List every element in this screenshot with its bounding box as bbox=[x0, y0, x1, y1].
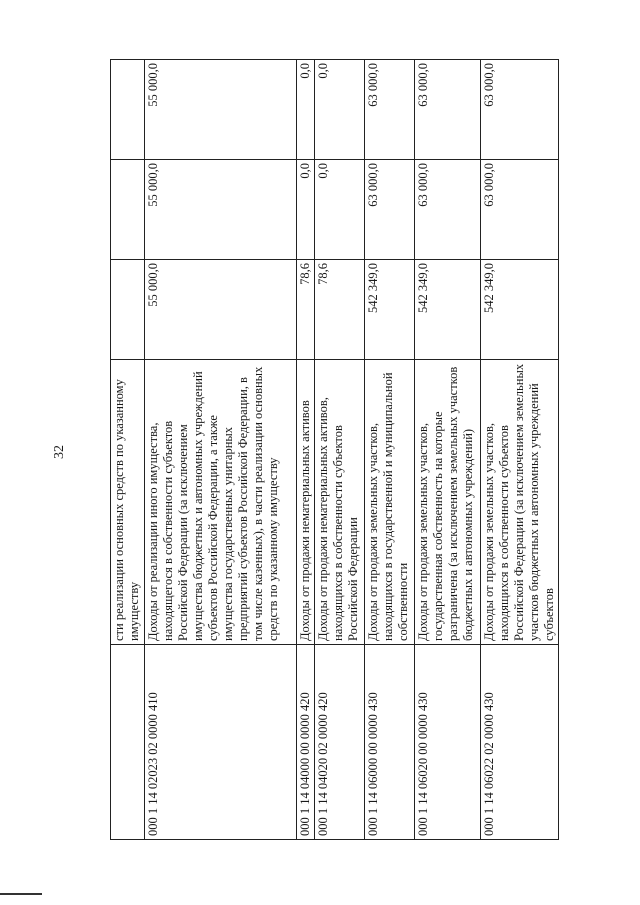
name-cell: Доходы от продажи нематериальных активов bbox=[297, 360, 315, 645]
table-row bbox=[365, 60, 415, 840]
name-cell: Доходы от продажи земельных участков, находящихся в государственной и муниципальной собственности bbox=[365, 360, 415, 645]
table-row bbox=[315, 60, 365, 840]
page-edge-mark bbox=[0, 893, 42, 895]
value-cell-2: 63 000,0 bbox=[365, 160, 415, 260]
value-cell-1: 78,6 bbox=[297, 260, 315, 360]
code-cell: 000 1 14 06020 00 0000 430 bbox=[415, 645, 481, 840]
page-number-text: 32 bbox=[52, 445, 67, 459]
value-cell-3: 63 000,0 bbox=[415, 60, 481, 160]
table-frame bbox=[110, 60, 640, 836]
value-cell-3: 63 000,0 bbox=[481, 60, 559, 160]
code-cell: 000 1 14 02023 02 0000 410 bbox=[145, 645, 297, 840]
value-cell-3: 63 000,0 bbox=[365, 60, 415, 160]
table-row bbox=[481, 60, 559, 840]
value-cell-1: 542 349,0 bbox=[365, 260, 415, 360]
table-rotator bbox=[110, 60, 556, 840]
value-cell-3: 55 000,0 bbox=[145, 60, 297, 160]
value-cell-2: 63 000,0 bbox=[415, 160, 481, 260]
name-cell: Доходы от продажи земельных участков, государственная собственность на которые разграничена (за исключением земельных участков бюджетных и автономных учреждений) bbox=[415, 360, 481, 645]
name-cell: Доходы от продажи нематериальных активов, находящихся в собственности субъектов Российской Федерации bbox=[315, 360, 365, 645]
code-cell: 000 1 14 06022 02 0000 430 bbox=[481, 645, 559, 840]
value-cell-1: 78,6 bbox=[315, 260, 365, 360]
value-cell-3: 0,0 bbox=[297, 60, 315, 160]
code-cell: 000 1 14 04020 02 0000 420 bbox=[315, 645, 365, 840]
code-cell: 000 1 14 06000 00 0000 430 bbox=[365, 645, 415, 840]
value-cell-2: 0,0 bbox=[297, 160, 315, 260]
value-cell-1: 55 000,0 bbox=[145, 260, 297, 360]
name-cell: Доходы от реализации иного имущества, находящегося в собственности субъектов Российской Федерации (за исключением имущества бюджетных и автономных учреждений субъектов Российской Федерации, а также имущества государственных унитарных предприятий субъектов Российской Федерации, в том числе казенных), в части реализации основных средств по указанному имуществу bbox=[145, 360, 297, 645]
value-cell-1 bbox=[111, 260, 145, 360]
value-cell-3 bbox=[111, 60, 145, 160]
table-row bbox=[111, 60, 145, 840]
table-row bbox=[145, 60, 297, 840]
revenue-table bbox=[110, 59, 559, 840]
name-cell: Доходы от продажи земельных участков, находящихся в собственности субъектов Российской Федерации (за исключением земельных участков бюджетных и автономных учреждений субъектов bbox=[481, 360, 559, 645]
value-cell-2: 0,0 bbox=[315, 160, 365, 260]
table-row bbox=[297, 60, 315, 840]
value-cell-2: 63 000,0 bbox=[481, 160, 559, 260]
table-row bbox=[415, 60, 481, 840]
value-cell-1: 542 349,0 bbox=[481, 260, 559, 360]
code-cell bbox=[111, 645, 145, 840]
value-cell-2 bbox=[111, 160, 145, 260]
page-number bbox=[53, 440, 67, 464]
name-cell: сти реализации основных средств по указанному имуществу bbox=[111, 360, 145, 645]
value-cell-1: 542 349,0 bbox=[415, 260, 481, 360]
code-cell: 000 1 14 04000 00 0000 420 bbox=[297, 645, 315, 840]
value-cell-3: 0,0 bbox=[315, 60, 365, 160]
value-cell-2: 55 000,0 bbox=[145, 160, 297, 260]
